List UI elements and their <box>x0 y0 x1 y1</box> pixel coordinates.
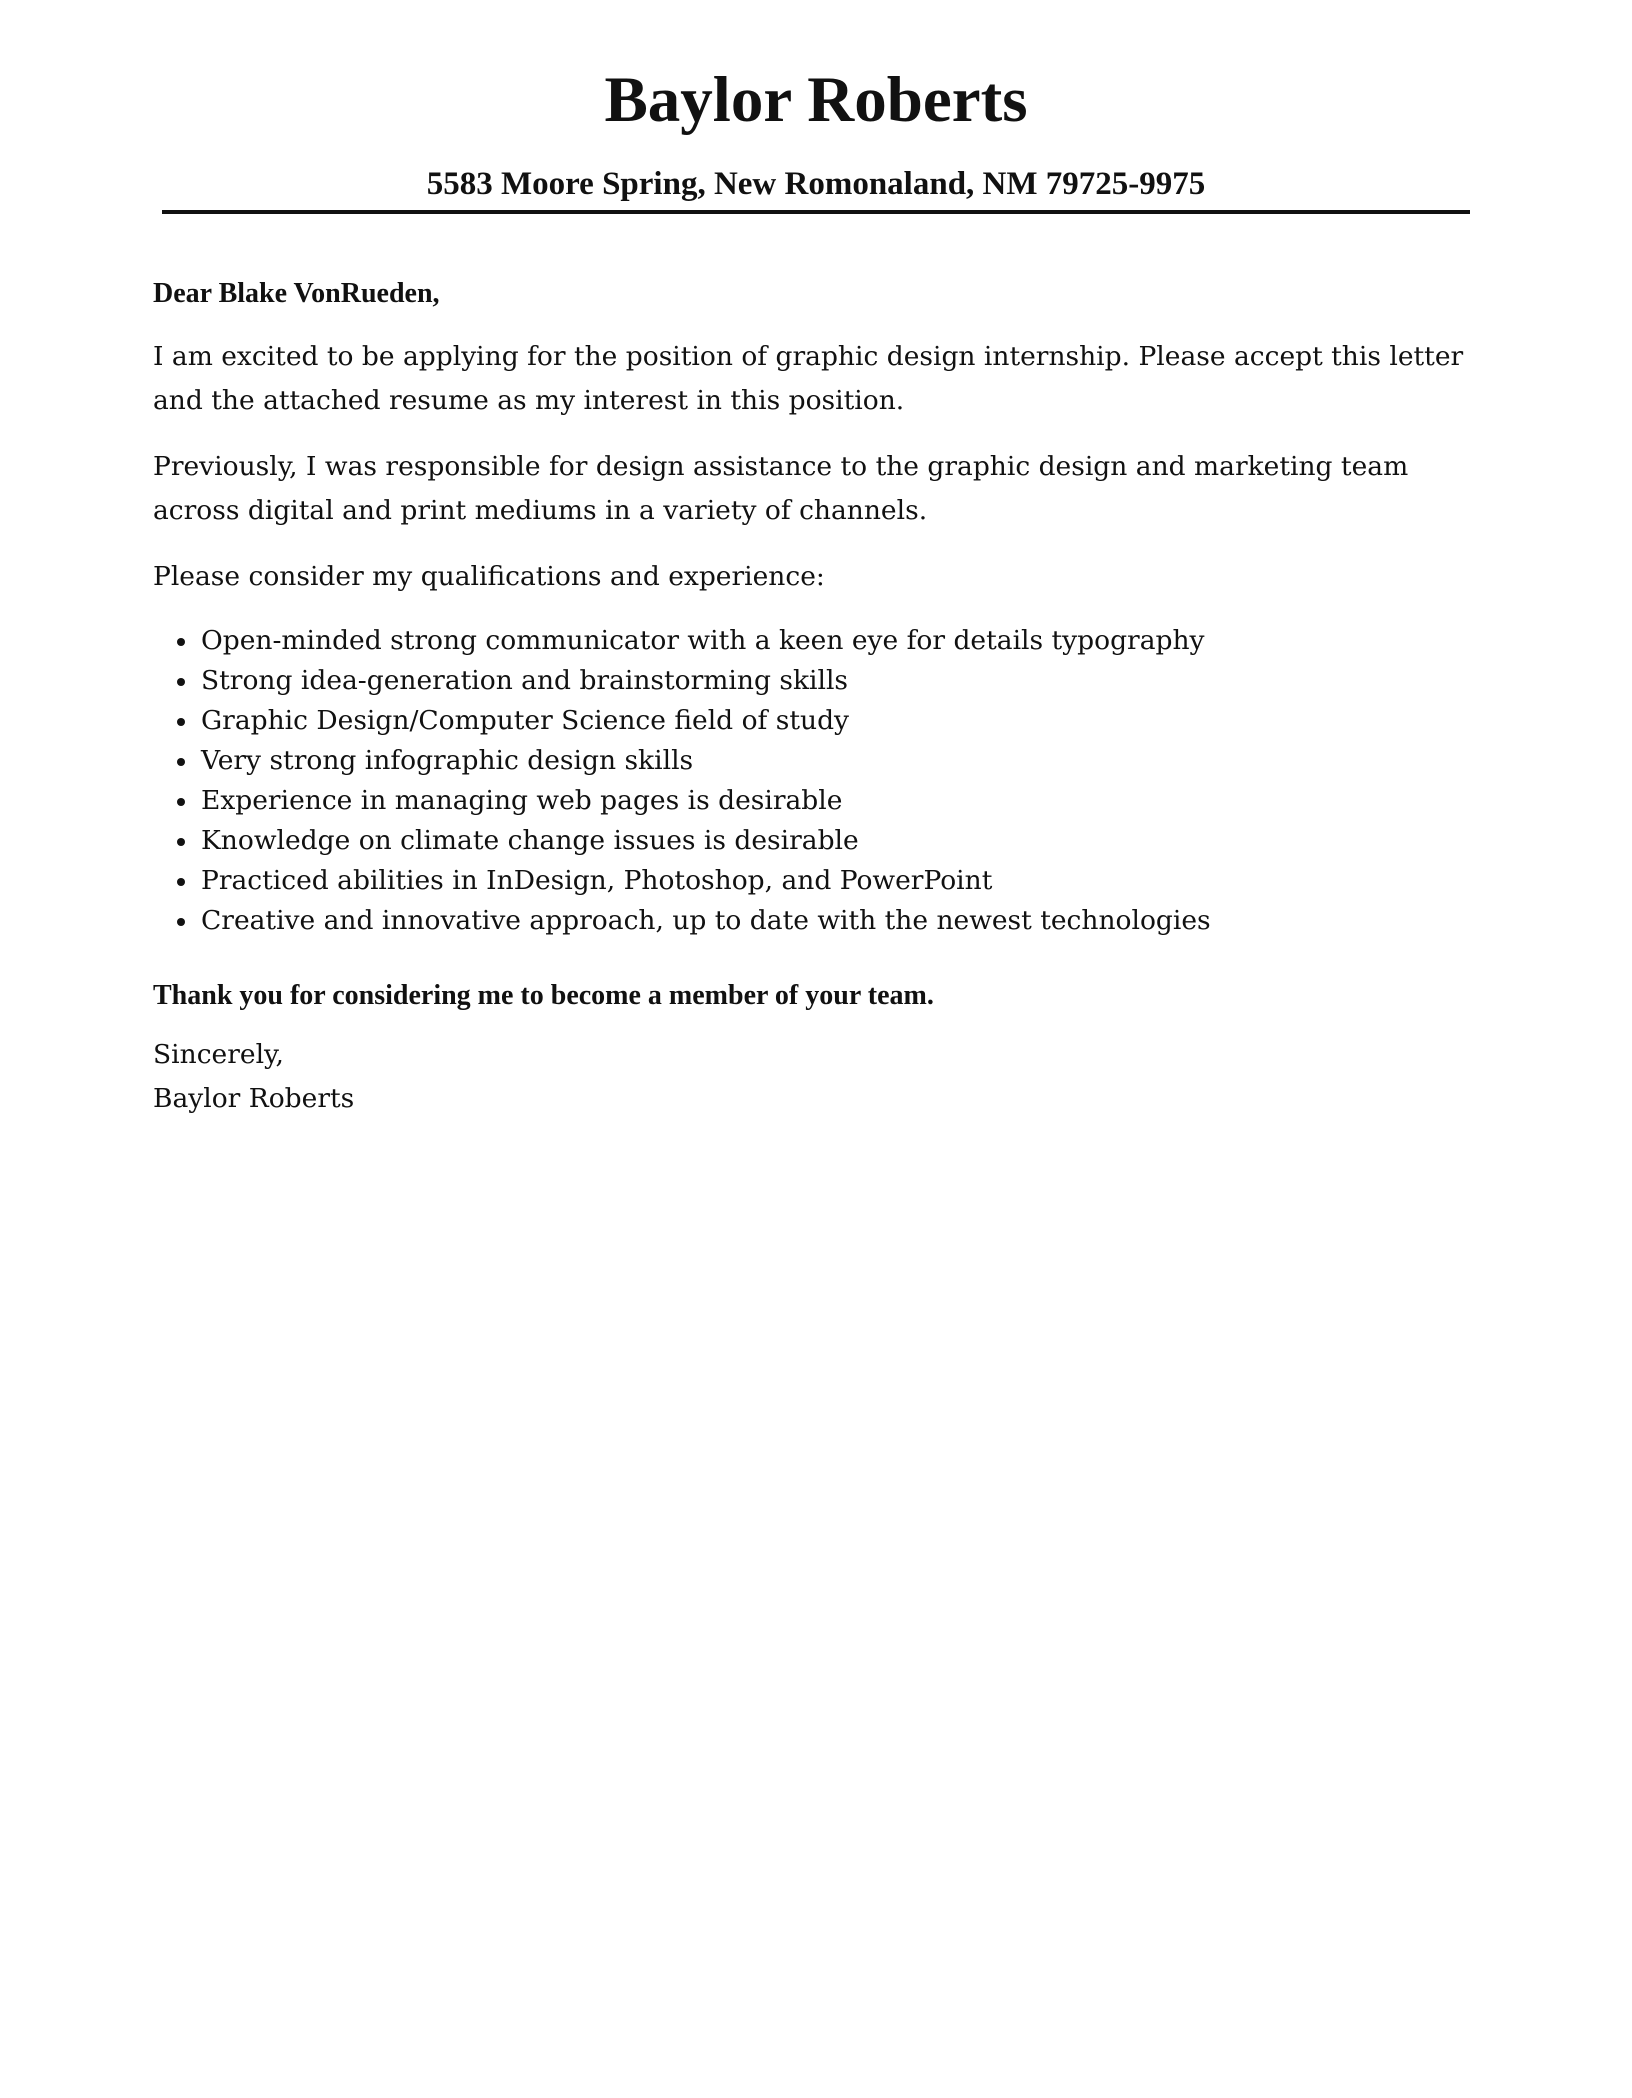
list-item-text: Very strong infographic design skills <box>201 745 694 776</box>
qualifications-intro: Please consider my qualifications and experience: <box>153 561 825 592</box>
bullet-icon <box>177 678 185 686</box>
list-item-text: Open-minded strong communicator with a keen eye for details typography <box>201 625 1205 656</box>
bullet-icon <box>177 718 185 726</box>
experience-paragraph: Previously, I was responsible for design assistance to the graphic design and marketing team across digital and print mediums in a variety of channels. <box>153 451 1409 526</box>
qualifications-list <box>153 621 1483 941</box>
bullet-icon <box>177 918 185 926</box>
salutation: Dear Blake VonRueden, <box>153 278 440 309</box>
list-item <box>153 781 1483 821</box>
sender-address: 5583 Moore Spring, New Romonaland, NM 79725-9975 <box>426 166 1206 202</box>
list-item-text: Practiced abilities in InDesign, Photoshop, and PowerPoint <box>201 865 993 896</box>
list-item <box>153 861 1483 901</box>
list-item <box>153 621 1483 661</box>
closing-statement: Thank you for considering me to become a member of your team. <box>153 980 934 1011</box>
bullet-icon <box>177 798 185 806</box>
sender-name: Baylor Roberts <box>604 64 1028 136</box>
bullet-icon <box>177 878 185 886</box>
intro-paragraph: I am excited to be applying for the position of graphic design internship. Please accept this letter and the attached resume as my interest in this position. <box>153 341 1464 416</box>
list-item-text: Strong idea-generation and brainstorming skills <box>201 665 849 696</box>
list-item <box>153 661 1483 701</box>
list-item-text: Graphic Design/Computer Science field of study <box>201 705 850 736</box>
header-divider <box>162 210 1470 214</box>
bullet-icon <box>177 838 185 846</box>
letter-body <box>153 271 1483 1121</box>
signature-name: Baylor Roberts <box>153 1083 355 1114</box>
list-item-text: Creative and innovative approach, up to date with the newest technologies <box>201 905 1211 936</box>
list-item <box>153 701 1483 741</box>
list-item-text: Experience in managing web pages is desirable <box>201 785 843 816</box>
list-item-text: Knowledge on climate change issues is desirable <box>201 825 859 856</box>
list-item <box>153 821 1483 861</box>
bullet-icon <box>177 638 185 646</box>
signoff: Sincerely, <box>153 1039 284 1070</box>
bullet-icon <box>177 758 185 766</box>
list-item <box>153 741 1483 781</box>
list-item <box>153 901 1483 941</box>
